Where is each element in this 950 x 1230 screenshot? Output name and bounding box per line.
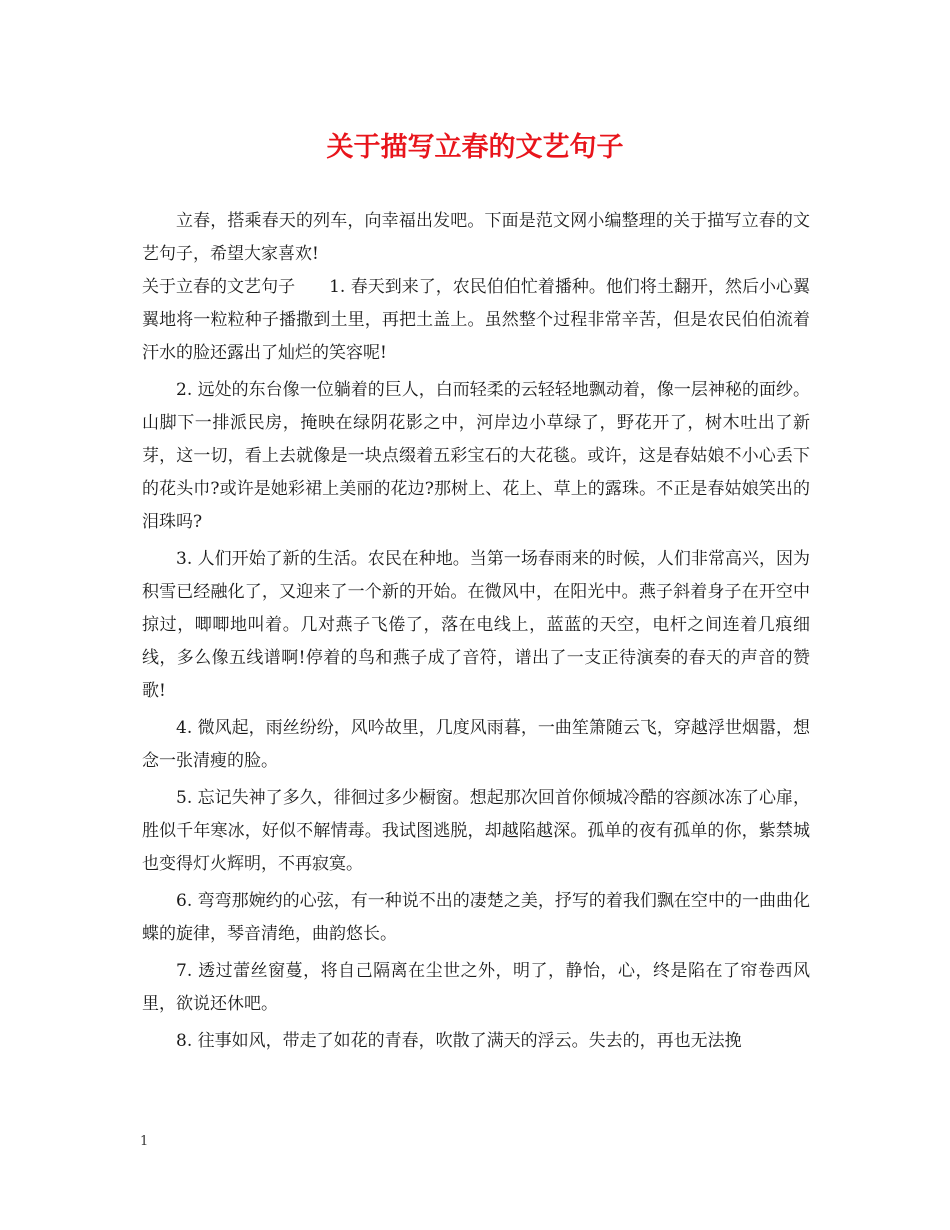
list-item-4: 4. 微风起，雨丝纷纷，风吟故里，几度风雨暮，一曲笙箫随云飞，穿越浮世烟嚣，想念一张清瘦的脸。 [142, 718, 810, 771]
document-title: 关于描写立春的文艺句子 [326, 132, 624, 163]
list-item-1: 1. 春天到来了，农民伯伯忙着播种。他们将土翻开，然后小心翼翼地将一粒粒种子播撒到土里，再把土盖上。虽然整个过程非常辛苦，但是农民伯伯流着汗水的脸还露出了灿烂的笑容呢! [142, 277, 810, 363]
document-body [142, 205, 810, 1058]
page-number: 1 [140, 1134, 149, 1149]
section-label: 关于立春的文艺句子 [142, 277, 296, 297]
list-item-5: 5. 忘记失神了多久，徘徊过多少橱窗。想起那次回首你倾城冷酷的容颜冰冻了心扉，胜似千年寒冰，好似不解情毒。我试图逃脱，却越陷越深。孤单的夜有孤单的你，紫禁城也变得灯火辉明，不再寂寞。 [142, 788, 810, 874]
list-item-7: 7. 透过蕾丝窗蔓，将自己隔离在尘世之外，明了，静怡，心，终是陷在了帘卷西风里，欲说还休吧。 [142, 961, 810, 1014]
intro-paragraph: 立春，搭乘春天的列车，向幸福出发吧。下面是范文网小编整理的关于描写立春的文艺句子，希望大家喜欢! [142, 211, 810, 264]
section-lead-paragraph [142, 271, 810, 370]
list-item-2: 2. 远处的东台像一位躺着的巨人，白而轻柔的云轻轻地飘动着，像一层神秘的面纱。山脚下一排派民房，掩映在绿阴花影之中，河岸边小草绿了，野花开了，树木吐出了新芽，这一切，看上去就像是一块点缀着五彩宝石的大花毯。或许，这是春姑娘不小心丢下的花头巾?或许是她彩裙上美丽的花边?那树上、花上、草上的露珠。不正是春姑娘笑出的泪珠吗? [142, 380, 810, 532]
list-item-6: 6. 弯弯那婉约的心弦，有一种说不出的凄楚之美，抒写的着我们飘在空中的一曲曲化蝶的旋律，琴音清绝，曲韵悠长。 [142, 891, 810, 944]
list-item-8: 8. 往事如风，带走了如花的青春，吹散了满天的浮云。失去的，再也无法挽 [176, 1031, 742, 1051]
list-item-3: 3. 人们开始了新的生活。农民在种地。当第一场春雨来的时候，人们非常高兴，因为积雪已经融化了，又迎来了一个新的开始。在微风中，在阳光中。燕子斜着身子在开空中掠过，唧唧地叫着。几对燕子飞倦了，落在电线上，蓝蓝的天空，电杆之间连着几痕细线，多么像五线谱啊!停着的鸟和燕子成了音符，谱出了一支正待演奏的春天的声音的赞歌! [142, 549, 810, 701]
